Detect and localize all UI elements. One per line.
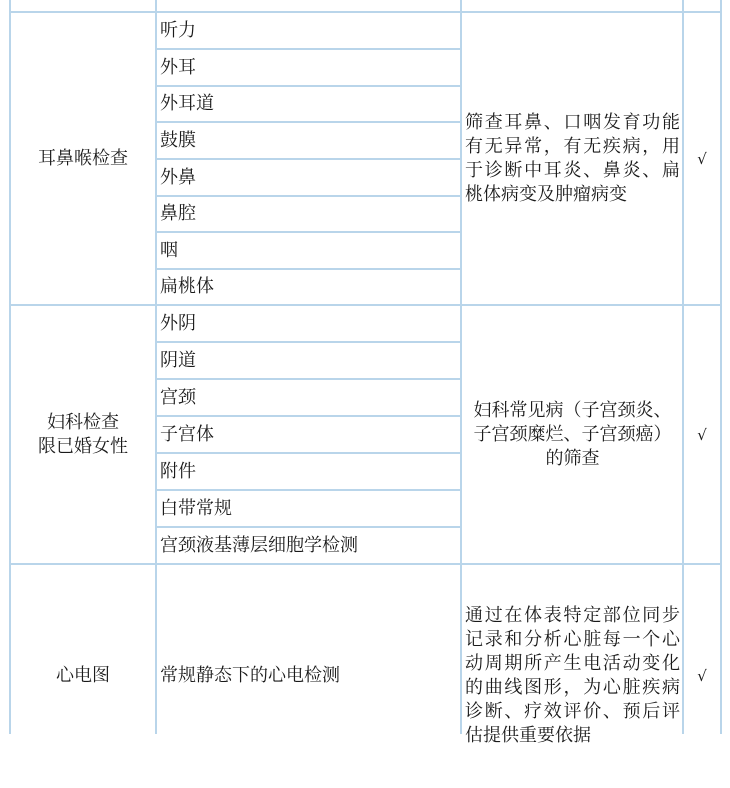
grid-line-vertical [720,0,722,734]
description-text: 通过在体表特定部位同步记录和分析心脏每一个心动周期所产生电活动变化的曲线图形，为心脏疾病诊断、疗效评价、预后评估提供重要依据 [465,605,680,746]
item-cell: 常规静态下的心电检测 [160,665,340,686]
grid-line-horizontal [155,526,462,528]
item-cell: 宫颈 [160,386,196,408]
category-cell-ecg [10,564,156,788]
mark-cell [683,12,721,305]
item-cell: 白带常规 [160,497,232,519]
category-note: 限已婚女性 [38,435,128,457]
grid-line-horizontal [155,268,462,270]
check-mark: √ [697,425,707,444]
grid-line-horizontal [155,378,462,380]
item-cell: 附件 [160,460,196,482]
grid-line-horizontal [9,304,722,306]
grid-line-horizontal [155,341,462,343]
grid-line-horizontal [155,121,462,123]
category-label: 心电图 [56,665,110,686]
grid-line-horizontal [155,85,462,87]
item-cell: 子宫体 [160,423,214,445]
item-cell: 扁桃体 [160,276,214,297]
grid-line-horizontal [155,415,462,417]
grid-line-vertical [155,0,157,734]
grid-line-vertical [460,0,462,734]
grid-line-vertical [682,0,684,734]
category-label: 耳鼻喉检查 [38,147,128,169]
grid-line-vertical [9,0,11,734]
mark-cell [683,305,721,564]
item-cell: 阴道 [160,349,196,371]
category-cell-gynecology [10,305,156,564]
category-cell-ent [10,12,156,305]
category-label: 妇科检查 [47,411,119,433]
grid-line-horizontal [155,158,462,160]
description-cell [461,564,683,788]
item-cell: 鼻腔 [160,203,196,224]
item-cell: 外阴 [160,312,196,334]
description-cell [461,305,683,564]
description-text: 筛查耳鼻、口咽发育功能有无异常，有无疾病，用于诊断中耳炎、鼻炎、扁桃体病变及肿瘤病变 [465,111,680,205]
item-cell: 咽 [160,239,178,261]
description-cell [461,12,683,305]
item-cell: 鼓膜 [160,129,196,151]
grid-line-horizontal [155,195,462,197]
item-cell: 外鼻 [160,166,196,188]
grid-line-horizontal [155,489,462,491]
grid-line-horizontal [155,452,462,454]
item-cell: 宫颈液基薄层细胞学检测 [160,534,358,556]
mark-cell [683,564,721,788]
check-mark: √ [697,149,707,168]
item-cell: 听力 [160,19,196,41]
grid-line-horizontal [155,48,462,50]
grid-line-horizontal [9,563,722,565]
item-cell: 外耳 [160,56,196,78]
grid-line-horizontal [155,231,462,233]
check-mark: √ [697,667,707,685]
grid-line-horizontal [9,11,722,13]
item-cell: 外耳道 [160,93,214,114]
description-text: 妇科常见病（子宫颈炎、子宫颈糜烂、子宫颈癌）的筛查 [473,399,672,469]
